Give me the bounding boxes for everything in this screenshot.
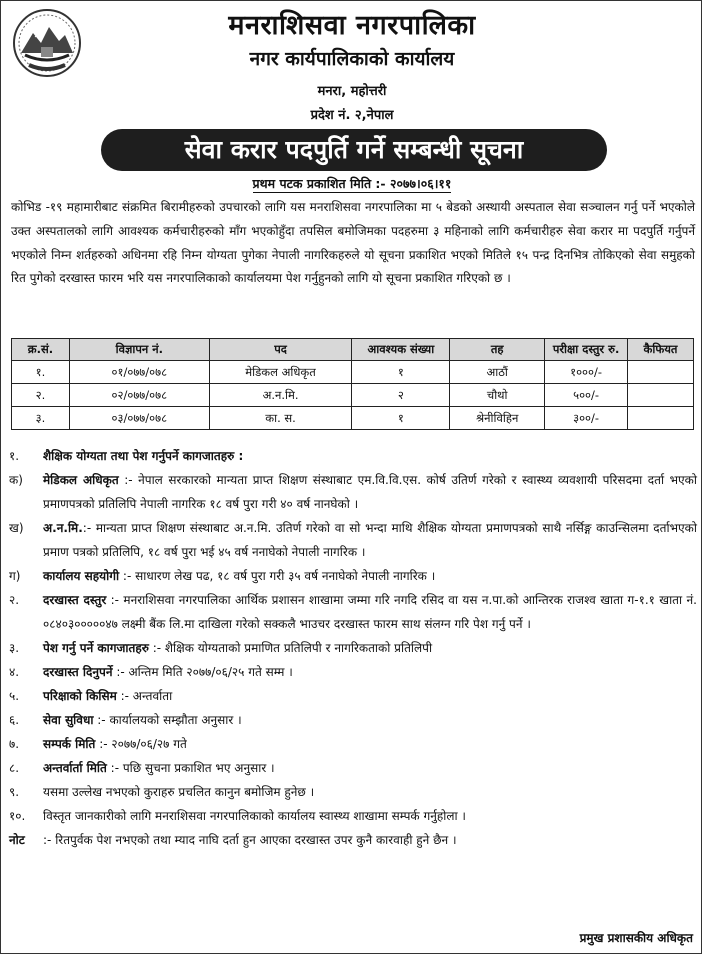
- item-text: :- अन्तर्वाता: [116, 689, 173, 703]
- list-item: [9, 516, 697, 564]
- list-item: [9, 444, 697, 468]
- item-number: १.: [9, 449, 20, 463]
- item-label: सेवा सुविधा: [43, 713, 94, 727]
- table-cell: १: [352, 361, 450, 384]
- item-label: पेश गर्नु पर्ने कागजातहरु: [43, 641, 149, 655]
- item-text: :- अन्तिम मिति २०७७/०६/२५ गते सम्म ।: [112, 665, 293, 679]
- table-cell: चौथो: [450, 384, 545, 407]
- table-cell: १: [352, 407, 450, 430]
- item-label: अन्तर्वार्ता मिति: [43, 761, 107, 775]
- item-label: शैक्षिक योग्यता तथा पेश गर्नुपर्ने कागजातहरु :: [43, 449, 244, 463]
- item-number: १०.: [9, 809, 26, 823]
- table-header-row: [12, 339, 694, 361]
- table-cell: मेडिकल अधिकृत: [209, 361, 352, 384]
- list-item: [9, 804, 697, 828]
- table-cell: का. स.: [209, 407, 352, 430]
- list-item: [9, 468, 697, 516]
- item-number: क): [9, 473, 23, 487]
- table-cell: १.: [12, 361, 70, 384]
- list-item: [9, 588, 697, 636]
- table-header: कैफियत: [628, 339, 694, 361]
- table-header: आवश्यक संख्या: [352, 339, 450, 361]
- item-number: ८.: [9, 761, 20, 775]
- item-label: दरखास्त दिनुपर्ने: [43, 665, 113, 679]
- list-item: [9, 780, 697, 804]
- item-label: दरखास्त दस्तुर: [43, 593, 107, 607]
- list-item: [9, 636, 697, 660]
- table-cell: ०१/०७७/०७८: [69, 361, 209, 384]
- table-cell: आठौं: [450, 361, 545, 384]
- office-address: मनरा, महोत्तरी: [317, 84, 387, 99]
- item-number: ३.: [9, 641, 20, 655]
- table-header: परीक्षा दस्तुर रु.: [545, 339, 628, 361]
- table-cell: अ.न.मि.: [209, 384, 352, 407]
- item-text: :- शैक्षिक योग्यताको प्रमाणित प्रतिलिपी र नागरिकताको प्रतिलिपी: [148, 641, 433, 655]
- item-text: :- २०७७/०६/२७ गते: [95, 737, 187, 751]
- publish-date: प्रथम पटक प्रकाशित मिति :- २०७७।०६।११: [252, 176, 452, 191]
- table-cell: [628, 361, 694, 384]
- conditions-list: [9, 444, 697, 852]
- table-cell: २.: [12, 384, 70, 407]
- item-label: अ.न.मि.: [43, 521, 83, 535]
- table-cell: ०२/०७७/०७८: [69, 384, 209, 407]
- item-text: :- पछि सुचना प्रकाशित भए अनुसार ।: [106, 761, 275, 775]
- intro-paragraph: कोभिड -१९ महामारीबाट संक्रमित बिरामीहरुको उपचारको लागि यस मनराशिसवा नगरपालिका मा ५ बेडको अस्थायी अस्पताल सेवा सञ्चालन गर्नु पर्ने भएकोले उक्त अस्पतालको लागि आवश्यक कर्मचारीहरुको माँग भएकोहुँदा तपसिल बमोजिमका पदहरुमा ३ महिनाको लागि कर्मचारीहरु सेवा करार मा पदपुर्ति गर्नुपर्ने भएकोले निम्न शर्तहरुको अधिनमा रहि निम्न योग्यता पुगेका नेपाली नागरिकहरुले यो सूचना प्रकाशित भएको मितिले १५ पन्द्र दिनभित्र तोकिएको सेवा समुहको रित पुगेको दरखास्त फारम भरि यस नगरपालिकाको कार्यालयमा पेश गर्नुहुनको लागि यो सूचना प्रकाशित गरिएको छ ।: [11, 200, 695, 286]
- list-item: [9, 564, 697, 588]
- item-label: परिक्षाको किसिम: [43, 689, 117, 703]
- item-text: :- मान्यता प्राप्त शिक्षण संस्थाबाट अ.न.मि. उतिर्ण गरेको वा सो भन्दा माथि शैक्षिक योग्यता प्रमाणपत्रको साथै नर्सिङ्ग काउन्सिलमा दर्ताभएको प्रमाण पत्रको प्रतिलिपि, १८ वर्ष पुरा भई ४५ वर्ष ननाघेको नेपाली नागरिक ।: [43, 521, 697, 559]
- item-label: मेडिकल अधिकृत: [43, 473, 119, 487]
- list-item: [9, 660, 697, 684]
- item-text: :- रितपुर्वक पेश नभएको तथा म्याद नाघि दर्ता हुन आएका दरखास्त उपर कुनै कारवाही हुने छैन ।: [43, 833, 457, 847]
- item-text: यसमा उल्लेख नभएको कुराहरु प्रचलित कानुन बमोजिम हुनेछ ।: [43, 785, 315, 799]
- item-number: ५.: [9, 689, 20, 703]
- table-header: क्र.सं.: [12, 339, 70, 361]
- item-number: ७.: [9, 737, 20, 751]
- table-cell: १०००/-: [545, 361, 628, 384]
- table-cell: ०३/०७७/०७८: [69, 407, 209, 430]
- item-text: :- मनराशिसवा नगरपालिका आर्थिक प्रशासन शाखामा जम्मा गरि नगदि रसिद वा यस न.पा.को आन्तिरक राजश्व खाता ग-१.१ खाता नं. ०८४०३०००००४७ लक्ष्मी बैंक लि.मा दाखिला गरेको सक्कलै भाउचर दरखास्त फारम साथ संलग्न गरि पेश गर्नु पर्ने ।: [43, 593, 697, 631]
- table-header: विज्ञापन नं.: [69, 339, 209, 361]
- table-cell: ३.: [12, 407, 70, 430]
- table-row: [12, 384, 694, 407]
- item-number: २.: [9, 593, 20, 607]
- signer-title: प्रमुख प्रशासकीय अधिकृत: [579, 931, 693, 945]
- office-name: नगर कार्यपालिकाको कार्यालय: [249, 48, 455, 70]
- item-number: ९.: [9, 785, 20, 799]
- item-number: ६.: [9, 713, 20, 727]
- table-cell: ३००/-: [545, 407, 628, 430]
- item-text: विस्तृत जानकारीको लागि मनराशिसवा नगरपालिकाको कार्यालय स्वास्थ्य शाखामा सम्पर्क गर्नुहोला ।: [43, 809, 466, 823]
- municipality-name: मनराशिसवा नगरपालिका: [228, 10, 476, 41]
- table-row: [12, 361, 694, 384]
- item-number: ४.: [9, 665, 20, 679]
- table-cell: [628, 407, 694, 430]
- item-label: कार्यालय सहयोगी: [43, 569, 120, 583]
- item-text: :- नेपाल सरकारको मान्यता प्राप्त शिक्षण संस्थाबाट एम.वि.वि.एस. कोर्ष उतिर्ण गरेको र स्वास्थ्य व्यवशायी परिसदमा दर्ता भएको प्रमाणपत्रको प्रतिलिपि नेपाली नागरिक १८ वर्ष पुरा गरी ४० वर्ष नानघेको ।: [43, 473, 698, 511]
- notice-title-banner: सेवा करार पदपुर्ति गर्ने सम्बन्धी सूचना: [101, 129, 607, 171]
- table-header: पद: [209, 339, 352, 361]
- item-number: ख): [9, 521, 24, 535]
- table-cell: ५००/-: [545, 384, 628, 407]
- list-item: [9, 732, 697, 756]
- table-cell: [628, 384, 694, 407]
- table-cell: २: [352, 384, 450, 407]
- item-text: :- साधारण लेख पढ, १८ वर्ष पुरा गरी ३५ वर्ष ननाघेको नेपाली नागरिक ।: [119, 569, 436, 583]
- item-text: :- कार्यालयको सम्झौता अनुसार ।: [93, 713, 242, 727]
- table-header: तह: [450, 339, 545, 361]
- note-label: नोट: [9, 833, 25, 847]
- vacancy-table: [11, 338, 694, 430]
- list-item: [9, 756, 697, 780]
- list-item: [9, 684, 697, 708]
- list-item: [9, 708, 697, 732]
- province-line: प्रदेश नं. २,नेपाल: [310, 108, 394, 123]
- table-cell: श्रेनीविहिन: [450, 407, 545, 430]
- table-row: [12, 407, 694, 430]
- item-number: ग): [9, 569, 21, 583]
- item-label: सम्पर्क मिति: [43, 737, 96, 751]
- list-item: [9, 828, 697, 852]
